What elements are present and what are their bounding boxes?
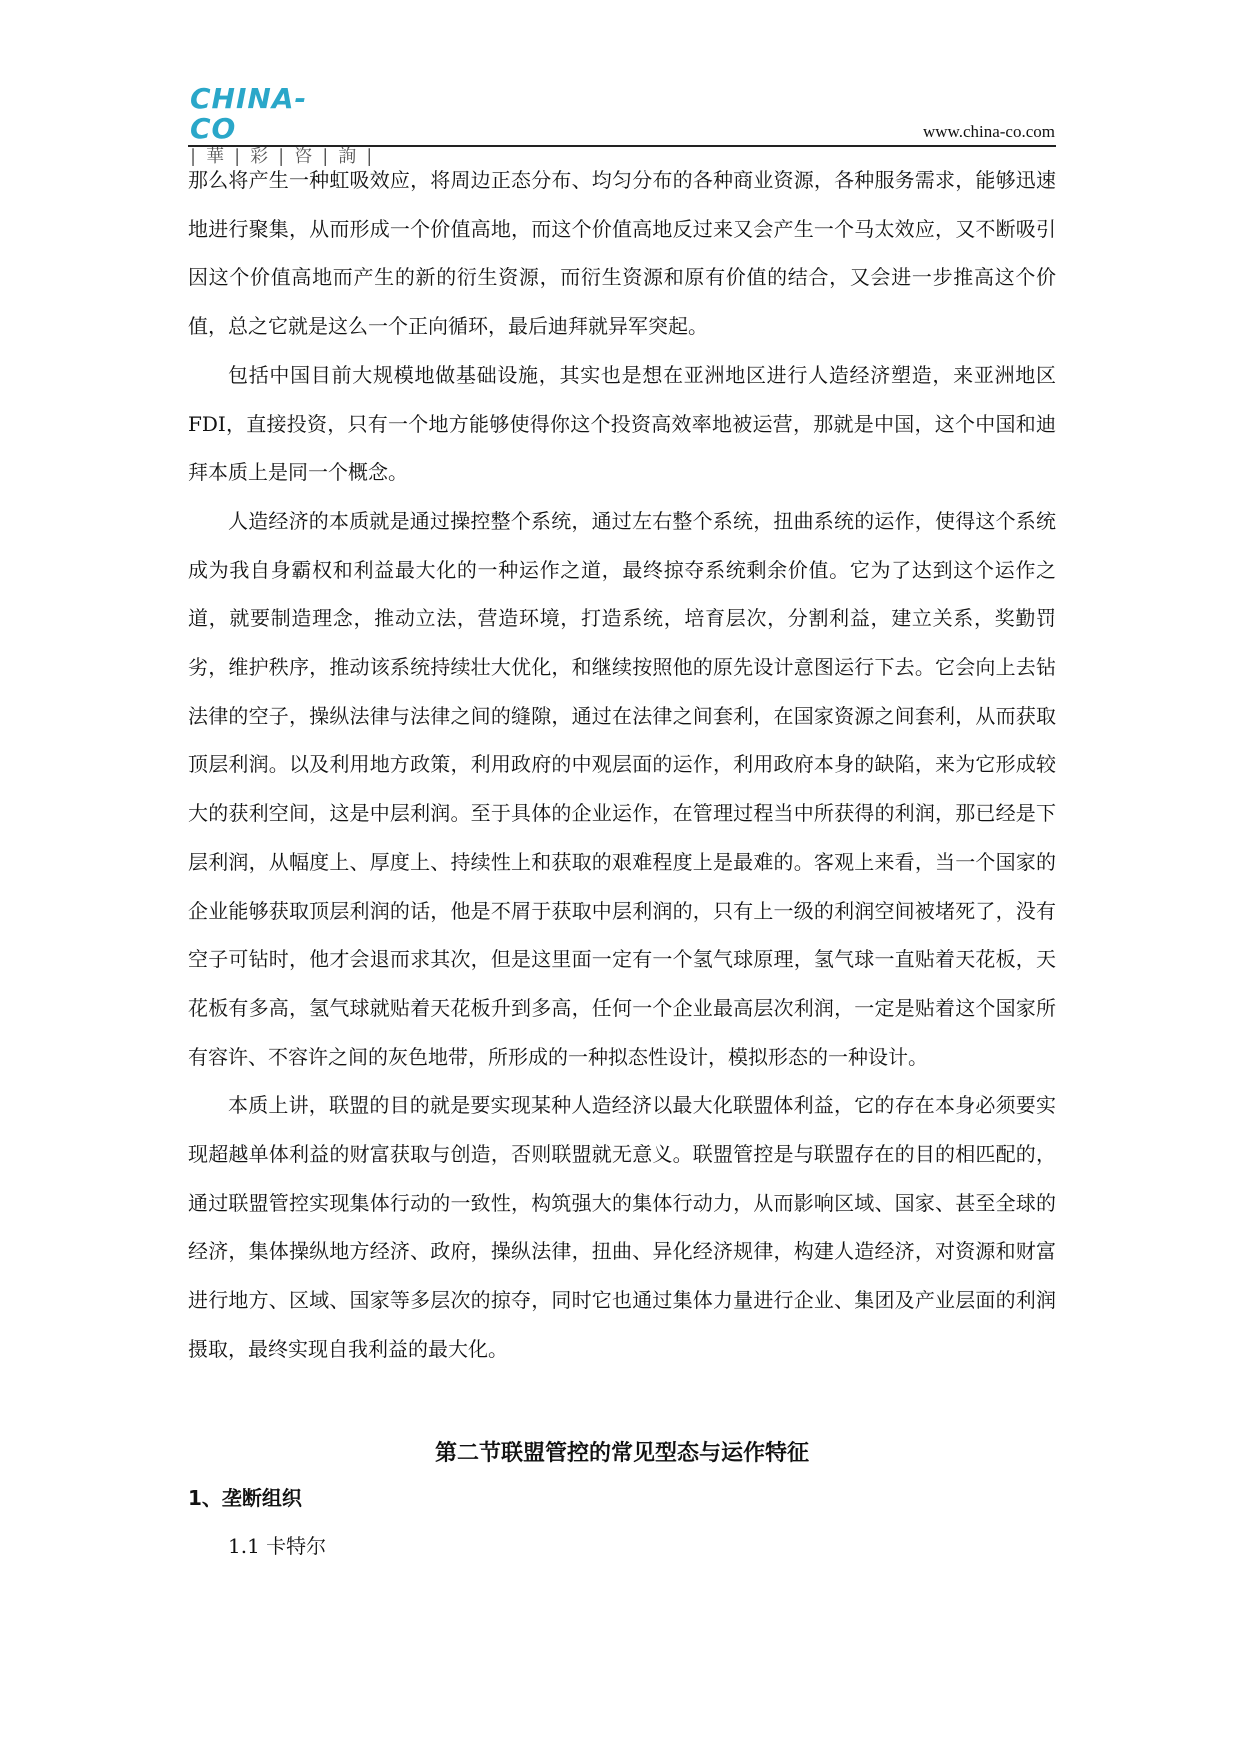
paragraph-2: 包括中国目前大规模地做基础设施，其实也是想在亚洲地区进行人造经济塑造，来亚洲地区 FDI，直接投资，只有一个地方能够使得你这个投资高效率地被运营，那就是中国，这个中国和迪拜本质上是同一个概念。 xyxy=(188,362,1056,485)
paragraph-3: 人造经济的本质就是通过操控整个系统，通过左右整个系统，扭曲系统的运作，使得这个系统成为我自身霸权和利益最大化的一种运作之道，最终掠夺系统剩余价值。它为了达到这个运作之道，就要制造理念，推动立法，营造环境，打造系统，培育层次，分割利益，建立关系，奖勤罚劣，维护秩序，推动该系统持续壮大优化，和继续按照他的原先设计意图运行下去。它会向上去钻法律的空子，操纵法律与法律之间的缝隙，通过在法律之间套利，在国家资源之间套利，从而获取顶层利润。以及利用地方政策，利用政府的中观层面的运作，利用政府本身的缺陷，来为它形成较大的获利空间，这是中层利润。至于具体的企业运作，在管理过程当中所获得的利润，那已经是下层利润，从幅度上、厚度上、持续性上和获取的艰难程度上是最难的。客观上来看，当一个国家的企业能够获取顶层利润的话，他是不屑于获取中层利润的，只有上一级的利润空间被堵死了，没有空子可钻时，他才会退而求其次，但是这里面一定有一个氢气球原理，氢气球一直贴着天花板，天花板有多高，氢气球就贴着天花板升到多高，任何一个企业最高层次利润，一定是贴着这个国家所有容许、不容许之间的灰色地带，所形成的一种拟态性设计，模拟形态的一种设计。 xyxy=(188,508,1056,1069)
paragraph-1: 那么将产生一种虹吸效应，将周边正态分布、均匀分布的各种商业资源，各种服务需求，能够迅速地进行聚集，从而形成一个价值高地，而这个价值高地反过来又会产生一个马太效应，又不断吸引因这个价值高地而产生的新的衍生资源，而衍生资源和原有价值的结合，又会进一步推高这个价值，总之它就是这么一个正向循环，最后迪拜就异军突起。 xyxy=(188,168,1056,339)
paragraph-4: 本质上讲，联盟的目的就是要实现某种人造经济以最大化联盟体利益，它的存在本身必须要实现超越单体利益的财富获取与创造，否则联盟就无意义。联盟管控是与联盟存在的目的相匹配的，通过联盟管控实现集体行动的一致性，构筑强大的集体行动力，从而影响区域、国家、甚至全球的经济，集体操纵地方经济、政府，操纵法律，扭曲、异化经济规律，构建人造经济，对资源和财富进行地方、区域、国家等多层次的掠夺，同时它也通过集体力量进行企业、集团及产业层面的利润摄取，最终实现自我利益的最大化。 xyxy=(188,1093,1056,1361)
sub-sub-heading: 1.1 卡特尔 xyxy=(228,1533,327,1558)
section-title: 第二节联盟管控的常见型态与运作特征 xyxy=(434,1440,809,1466)
logo-subtitle: |華|彩|咨|詢| xyxy=(190,146,383,167)
sub-heading: 1、垄断组织 xyxy=(188,1485,302,1510)
document-body xyxy=(188,156,1056,1568)
header-divider xyxy=(188,145,1056,147)
header-url: www.china-co.com xyxy=(922,122,1055,141)
logo-wordmark: CHINA-CO xyxy=(190,82,308,145)
